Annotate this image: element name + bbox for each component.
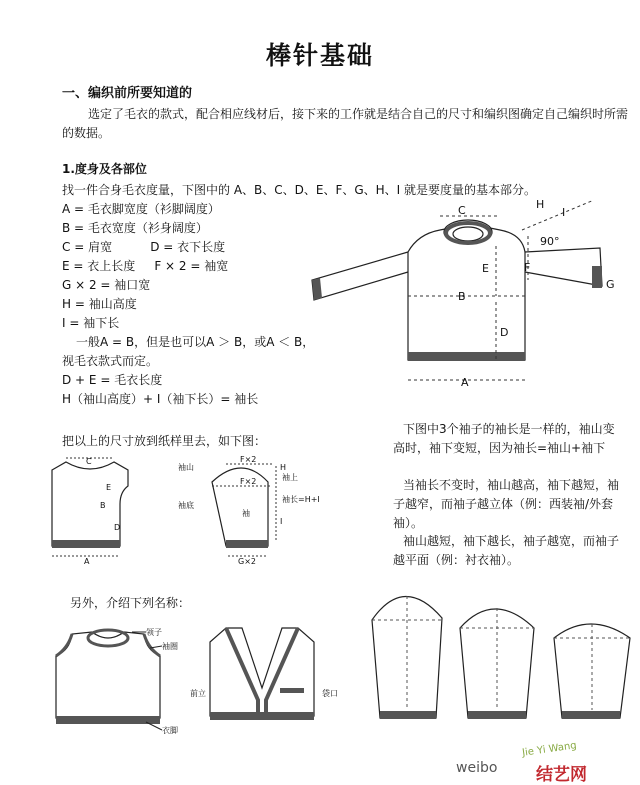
pattern-label-d: D <box>114 523 121 532</box>
measure-line: I = 袖下长 <box>62 316 120 330</box>
pattern-sleeve-cap: 袖山 <box>178 463 194 472</box>
cardigan-placket-label: 前立 <box>190 689 206 698</box>
measure-line: 找一件合身毛衣度量，下图中的 A、B、C、D、E、F、G、H、I 就是要度量的基本部分。 <box>62 183 537 197</box>
measure-line: H（袖山高度）+ I（袖下长）= 袖长 <box>62 392 259 406</box>
measure-line: D + E = 毛衣长度 <box>62 373 163 387</box>
pattern-body-diagram <box>40 452 140 564</box>
subsection-heading: 1.度身及各部位 <box>62 162 147 176</box>
label-c: C <box>458 204 466 217</box>
sleeve-text: 子越窄，而袖子越立体（例：西装袖/外套 <box>393 497 614 511</box>
sweater-diagram <box>300 190 638 390</box>
label-b: B <box>458 290 466 303</box>
pattern-sleeve-top: 袖上 <box>282 473 298 482</box>
measure-line: H = 袖山高度 <box>62 297 137 311</box>
pattern-label-c: C <box>86 457 92 466</box>
cardigan-vest-diagram <box>186 618 362 742</box>
measure-line: G × 2 = 袖口宽 <box>62 278 151 292</box>
page-title: 棒针基础 <box>265 41 374 70</box>
sleeve-comparison-diagram <box>364 580 636 728</box>
intro-line-2: 的数据。 <box>62 126 111 140</box>
measure-line: B = 毛衣宽度（衫身阔度） <box>62 221 208 235</box>
label-g: G <box>606 278 615 291</box>
sleeve-text: 下图中3个袖子的袖长是一样的，袖山变 <box>403 422 615 436</box>
pattern-gx2: G×2 <box>238 557 256 564</box>
measure-line: C = 肩宽 D = 衣下长度 <box>62 240 226 254</box>
vest-hem-label: 衣脚 <box>162 726 178 735</box>
pattern-label-a: A <box>84 557 90 564</box>
sleeve-text: 袖）。 <box>393 516 424 530</box>
watermark-text: weibo <box>456 760 498 776</box>
site-logo: 结艺网 <box>536 765 587 785</box>
pattern-fx2: F×2 <box>240 477 257 486</box>
pattern-label-e: E <box>106 483 112 492</box>
vest-diagram <box>50 626 180 744</box>
sleeve-text: 越平面（例：衬衣袖）。 <box>393 553 520 567</box>
label-h: H <box>536 198 545 211</box>
label-e: E <box>482 262 489 275</box>
pattern-label-h: H <box>280 463 287 472</box>
vest-armhole-label: 袖圈 <box>162 642 178 651</box>
measure-line: 一般A = B，但是也可以A ＞ B，或A ＜ B， <box>76 335 315 349</box>
pattern-sleeve-under: 袖底 <box>178 501 194 510</box>
label-d: D <box>500 326 509 339</box>
vest-collar-label: 领子 <box>146 628 162 637</box>
measure-line: A = 毛衣脚宽度（衫脚阔度） <box>62 202 220 216</box>
pattern-sleeve-mid: 袖 <box>242 509 250 518</box>
pattern-label-i: I <box>280 517 283 526</box>
intro-line-1: 选定了毛衣的款式，配合相应线材后，接下来的工作就是结合自己的尺寸和编织图确定自己编织时所需 <box>88 107 629 121</box>
label-i: I <box>562 206 566 219</box>
watermark-sub: Jie Yi Wang <box>521 740 578 759</box>
sleeve-text: 高时，袖下变短，因为袖长=袖山+袖下 <box>393 441 606 455</box>
paper-pattern-text: 把以上的尺寸放到纸样里去，如下图： <box>62 434 267 448</box>
names-intro: 另外，介绍下列名称： <box>70 596 191 610</box>
pattern-label-b: B <box>100 501 106 510</box>
label-f: F <box>524 261 531 274</box>
sleeve-text: 袖山越短，袖下越长，袖子越宽，而袖子 <box>403 534 620 548</box>
label-angle: 90° <box>540 235 560 248</box>
measure-line: 视毛衣款式而定。 <box>62 354 159 368</box>
pattern-sleeve-diagram <box>172 452 342 564</box>
sleeve-text: 当袖长不变时，袖山越高，袖下越短，袖 <box>403 478 620 492</box>
pattern-fx2-top: F×2 <box>240 455 257 464</box>
label-a: A <box>461 376 469 389</box>
pattern-sleeve-len: 袖长=H+I <box>282 495 320 504</box>
measure-line: E = 衣上长度 F × 2 = 袖宽 <box>62 259 229 273</box>
cardigan-pocket-label: 袋口 <box>322 689 338 698</box>
section-heading: 一、编织前所要知道的 <box>62 86 193 101</box>
